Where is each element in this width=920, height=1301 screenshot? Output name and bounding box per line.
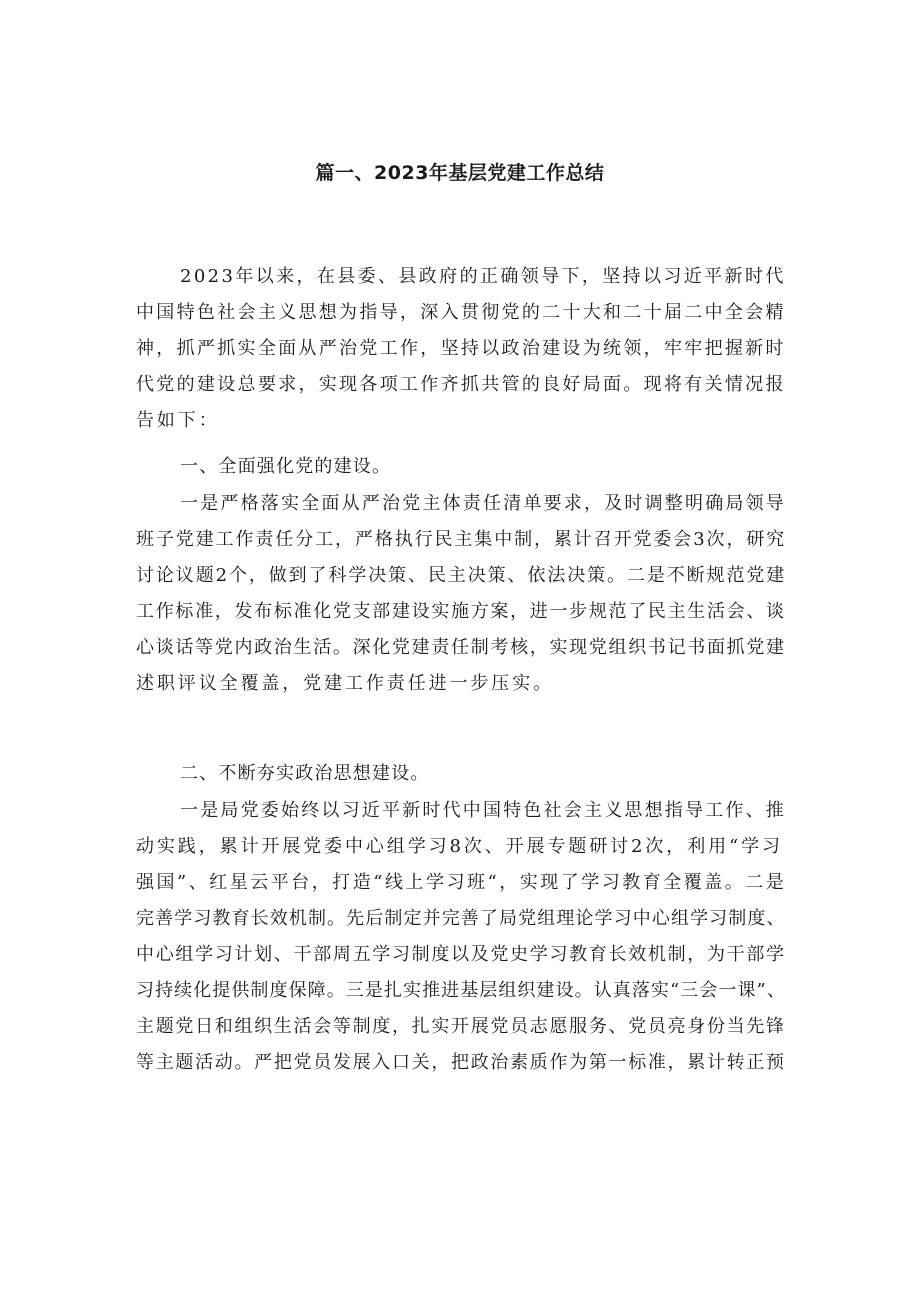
paragraph-line: 讨论议题2个，做到了科学决策、民主决策、依法决策。二是不断规范党建 [136, 565, 787, 586]
paragraph-line: 主题党日和组织生活会等制度，扎实开展党员志愿服务、党员亮身份当先锋 [136, 1016, 786, 1037]
intro-line: 代党的建设总要求，实现各项工作齐抓共管的良好局面。现将有关情况报 [136, 374, 786, 395]
intro-line: 中国特色社会主义思想为指导，深入贯彻党的二十大和二十届二中全会精 [136, 302, 786, 323]
paragraph-line: 中心组学习计划、干部周五学习制度以及党史学习教育长效机制，为干部学 [136, 944, 786, 965]
paragraph-line: 强国”、红星云平台，打造“线上学习班“，实现了学习教育全覆盖。二是 [136, 872, 787, 893]
intro-line: 告如下： [136, 410, 220, 431]
paragraph-line: 心谈话等党内政治生活。深化党建责任制考核，实现党组织书记书面抓党建 [136, 637, 786, 658]
section-heading: 二、不断夯实政治思想建设。 [180, 763, 430, 784]
paragraph-line: 习持续化提供制度保障。三是扎实推进基层组织建设。认真落实“三会一课”、 [136, 980, 786, 1001]
document-title: 篇一、2023年基层党建工作总结 [315, 162, 605, 184]
paragraph-line: 述职评议全覆盖，党建工作责任进一步压实。 [136, 673, 554, 694]
paragraph-line: 等主题活动。严把党员发展入口关，把政治素质作为第一标准，累计转正预 [136, 1052, 786, 1073]
paragraph-line: 完善学习教育长效机制。先后制定并完善了局党组理论学习中心组学习制度、 [136, 908, 786, 929]
paragraph-line: 动实践，累计开展党委中心组学习8次、开展专题研讨2次，利用“学习 [136, 836, 783, 857]
paragraph-line: 班子党建工作责任分工，严格执行民主集中制，累计召开党委会3次，研究 [136, 529, 787, 550]
paragraph-line: 一是严格落实全面从严治党主体责任清单要求，及时调整明确局领导 [180, 493, 786, 514]
paragraph-line: 工作标准，发布标准化党支部建设实施方案，进一步规范了民主生活会、谈 [136, 601, 786, 622]
section-heading: 一、全面强化党的建设。 [180, 456, 392, 477]
intro-line: 神，抓严抓实全面从严治党工作，坚持以政治建设为统领，牢牢把握新时 [136, 338, 786, 359]
paragraph-line: 一是局党委始终以习近平新时代中国特色社会主义思想指导工作、推 [180, 800, 786, 821]
intro-line: 2023年以来，在县委、县政府的正确领导下，坚持以习近平新时代 [180, 266, 786, 287]
